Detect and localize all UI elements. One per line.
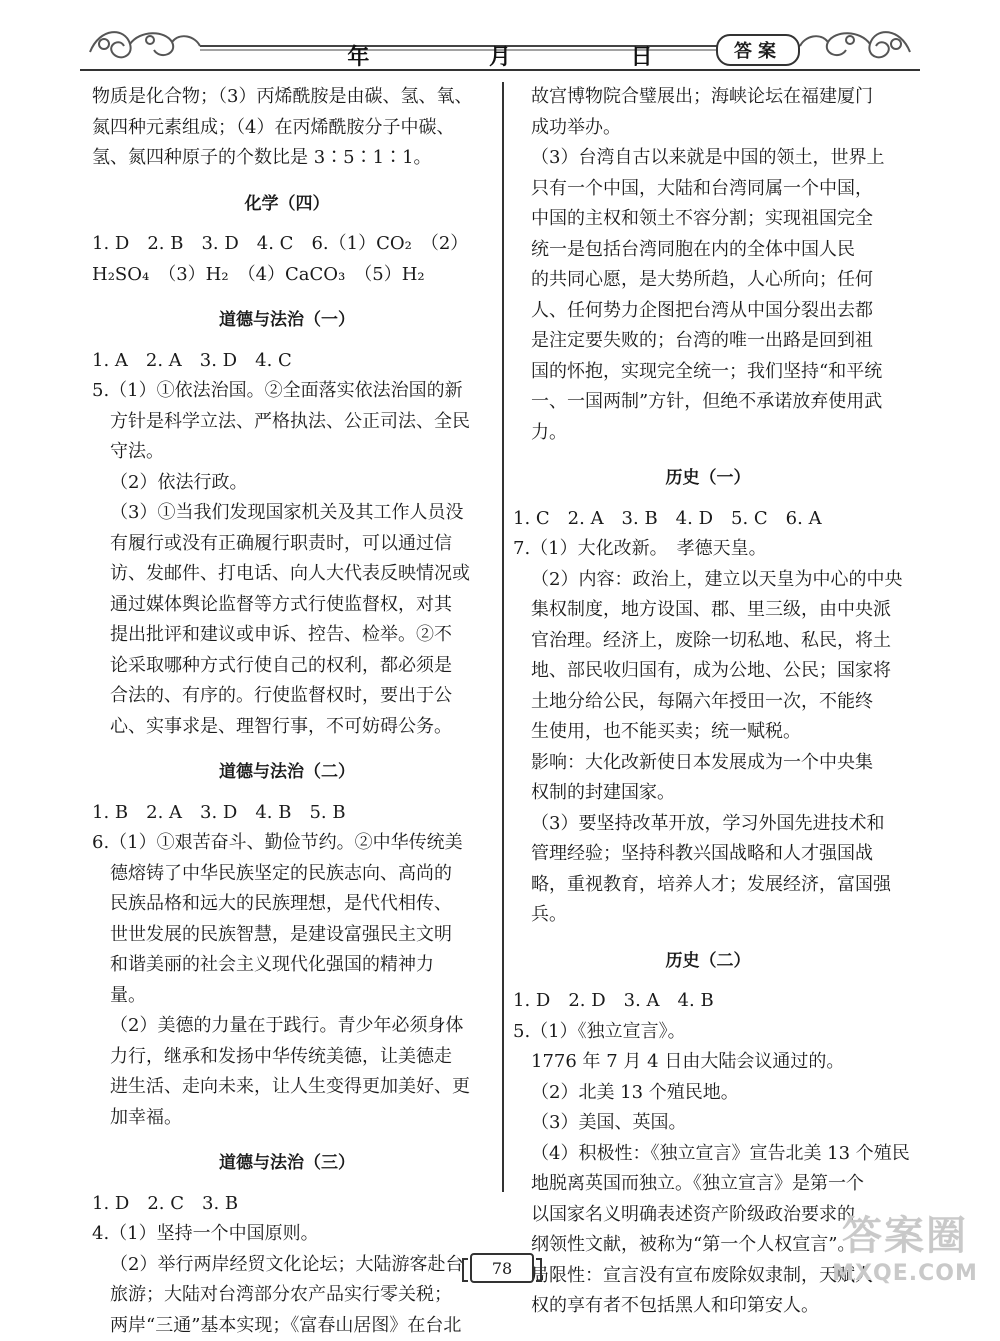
text-line: 一、一国两制”方针，但绝不承诺放弃使用武 bbox=[513, 387, 903, 418]
text-line: 物质是化合物；（3）丙烯酰胺是由碳、氢、氧、 bbox=[92, 82, 482, 113]
page-number: 78 bbox=[470, 1253, 534, 1283]
text-line: 1776 年 7 月 4 日由大陆会议通过的。 bbox=[513, 1047, 903, 1078]
text-line: （2）内容：政治上，建立以天皇为中心的中央 bbox=[513, 565, 903, 596]
text-line: 故宫博物院合璧展出；海峡论坛在福建厦门 bbox=[513, 82, 903, 113]
text-line: 纲领性文献，被称为“第一个人权宣言”。 bbox=[513, 1230, 903, 1261]
text-line: （3）台湾自古以来就是中国的领土，世界上 bbox=[513, 143, 903, 174]
text-line: （4）积极性：《独立宣言》宣告北美 13 个殖民 bbox=[513, 1139, 903, 1170]
text-line: 的共同心愿，是大势所趋，人心所向；任何 bbox=[513, 265, 903, 296]
text-line: 5.（1）《独立宣言》。 bbox=[513, 1017, 903, 1048]
text-line: 地、部民收归国有，成为公地、公民；国家将 bbox=[513, 656, 903, 687]
text-line: 有履行或没有正确履行职责时，可以通过信 bbox=[92, 529, 482, 560]
text-line: 7.（1）大化改新。 孝德天皇。 bbox=[513, 534, 903, 565]
text-line: 进生活、走向未来，让人生变得更加美好、更 bbox=[92, 1072, 482, 1103]
text-line: （3）美国、英国。 bbox=[513, 1108, 903, 1139]
text-line: 只有一个中国，大陆和台湾同属一个中国， bbox=[513, 174, 903, 205]
text-line: 4.（1）坚持一个中国原则。 bbox=[92, 1219, 482, 1250]
text-line: （2）依法行政。 bbox=[92, 468, 482, 499]
section-title-chemistry-4: 化学（四） bbox=[92, 189, 482, 220]
date-label: 年 月 日 bbox=[0, 40, 1000, 71]
section-title-moral-2: 道德与法治（二） bbox=[92, 757, 482, 788]
text-line: 方针是科学立法、严格执法、公正司法、全民 bbox=[92, 407, 482, 438]
answer-row: 1. B 2. A 3. D 4. B 5. B bbox=[92, 798, 482, 829]
text-line: 和谐美丽的社会主义现代化强国的精神力 bbox=[92, 950, 482, 981]
text-line: H₂SO₄ （3）H₂ （4）CaCO₃ （5）H₂ bbox=[92, 260, 482, 291]
text-line: 旅游；大陆对台湾部分农产品实行零关税； bbox=[92, 1280, 482, 1311]
text-line: 通过媒体舆论监督等方式行使监督权，对其 bbox=[92, 590, 482, 621]
answer-row: 1. C 2. A 3. B 4. D 5. C 6. A bbox=[513, 504, 903, 535]
text-line: 论采取哪种方式行使自己的权利，都必须是 bbox=[92, 651, 482, 682]
text-line: 6.（1）①艰苦奋斗、勤俭节约。②中华传统美 bbox=[92, 828, 482, 859]
text-line: 5.（1）①依法治国。②全面落实依法治国的新 bbox=[92, 376, 482, 407]
answer-badge: 答案 bbox=[716, 34, 800, 66]
text-line: 国的怀抱，实现完全统一；我们坚持“和平统 bbox=[513, 357, 903, 388]
section-title-history-2: 历史（二） bbox=[513, 946, 903, 977]
text-line: 人、任何势力企图把台湾从中国分裂出去都 bbox=[513, 296, 903, 327]
text-line: 世世发展的民族智慧，是建设富强民主文明 bbox=[92, 920, 482, 951]
right-column bbox=[513, 82, 903, 1322]
section-title-moral-3: 道德与法治（三） bbox=[92, 1148, 482, 1179]
text-line: 德熔铸了中华民族坚定的民族志向、高尚的 bbox=[92, 859, 482, 890]
text-line: （3）要坚持改革开放，学习外国先进技术和 bbox=[513, 809, 903, 840]
text-line: 力行，继承和发扬中华传统美德，让美德走 bbox=[92, 1042, 482, 1073]
text-line: 合法的、有序的。行使监督权时，要出于公 bbox=[92, 681, 482, 712]
watermark-logo bbox=[830, 1212, 980, 1302]
section-title-history-1: 历史（一） bbox=[513, 463, 903, 494]
text-line: 生使用，也不能买卖；统一赋税。 bbox=[513, 717, 903, 748]
answer-row: 1. D 2. C 3. B bbox=[92, 1189, 482, 1220]
text-line: 守法。 bbox=[92, 437, 482, 468]
text-line: 1. D 2. B 3. D 4. C 6.（1）CO₂ （2） bbox=[92, 229, 482, 260]
text-line: 官治理。经济上，废除一切私地、私民，将土 bbox=[513, 626, 903, 657]
text-line: 是注定要失败的；台湾的唯一出路是回到祖 bbox=[513, 326, 903, 357]
text-line: 略，重视教育，培养人才；发展经济，富国强 bbox=[513, 870, 903, 901]
text-line: 局限性：宣言没有宣布废除奴隶制，天赋人 bbox=[513, 1261, 903, 1292]
text-line: 成功举办。 bbox=[513, 113, 903, 144]
text-line: （2）举行两岸经贸文化论坛；大陆游客赴台 bbox=[92, 1250, 482, 1281]
text-line: （2）美德的力量在于践行。青少年必须身体 bbox=[92, 1011, 482, 1042]
text-line: 提出批评和建议或申诉、控告、检举。②不 bbox=[92, 620, 482, 651]
text-line: 访、发邮件、打电话、向人大代表反映情况或 bbox=[92, 559, 482, 590]
text-line: 加幸福。 bbox=[92, 1103, 482, 1134]
left-column bbox=[92, 82, 482, 1341]
text-line: （3）①当我们发现国家机关及其工作人员没 bbox=[92, 498, 482, 529]
text-line: 权的享有者不包括黑人和印第安人。 bbox=[513, 1291, 903, 1322]
column-divider bbox=[502, 82, 504, 1192]
text-line: 地脱离英国而独立。《独立宣言》是第一个 bbox=[513, 1169, 903, 1200]
text-line: （2）北美 13 个殖民地。 bbox=[513, 1078, 903, 1109]
text-line: 权制的封建国家。 bbox=[513, 778, 903, 809]
section-title-moral-1: 道德与法治（一） bbox=[92, 305, 482, 336]
text-line: 中国的主权和领土不容分割；实现祖国完全 bbox=[513, 204, 903, 235]
text-line: 兵。 bbox=[513, 900, 903, 931]
answer-row: 1. D 2. D 3. A 4. B bbox=[513, 986, 903, 1017]
text-line: 土地分给公民，每隔六年授田一次，不能终 bbox=[513, 687, 903, 718]
watermark-text-top: 答案圈 bbox=[830, 1212, 980, 1260]
text-line: 影响：大化改新使日本发展成为一个中央集 bbox=[513, 748, 903, 779]
answer-row: 1. A 2. A 3. D 4. C bbox=[92, 346, 482, 377]
text-line: 民族品格和远大的民族理想，是代代相传、 bbox=[92, 889, 482, 920]
text-line: 量。 bbox=[92, 981, 482, 1012]
text-line: 以国家名义明确表述资产阶级政治要求的 bbox=[513, 1200, 903, 1231]
watermark-text-bottom: MXQE.COM bbox=[830, 1260, 980, 1288]
text-line: 集权制度，地方设国、郡、里三级，由中央派 bbox=[513, 595, 903, 626]
text-line: 氢、氮四种原子的个数比是 3∶5∶1∶1。 bbox=[92, 143, 482, 174]
text-line: 氮四种元素组成；（4）在丙烯酰胺分子中碳、 bbox=[92, 113, 482, 144]
text-line: 管理经验；坚持科教兴国战略和人才强国战 bbox=[513, 839, 903, 870]
text-line: 力。 bbox=[513, 418, 903, 449]
text-line: 统一是包括台湾同胞在内的全体中国人民 bbox=[513, 235, 903, 266]
text-line: 两岸“三通”基本实现；《富春山居图》在台北 bbox=[92, 1311, 482, 1341]
text-line: 心、实事求是、理智行事，不可妨碍公务。 bbox=[92, 712, 482, 743]
